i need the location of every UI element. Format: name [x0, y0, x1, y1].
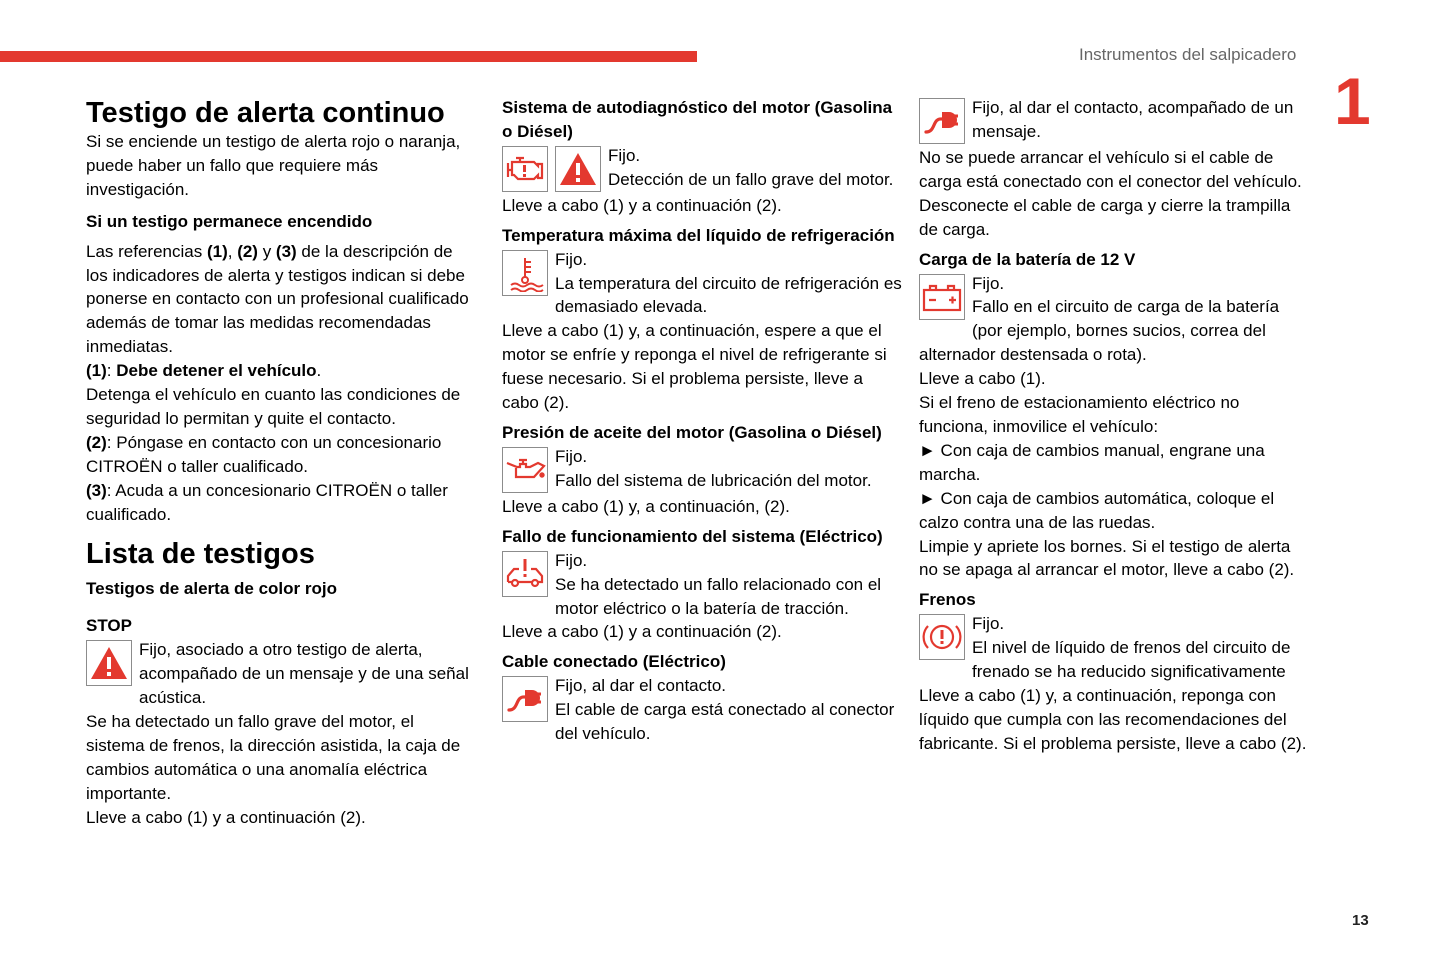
column-3	[919, 96, 1309, 756]
subheading-color-rojo: Testigos de alerta de color rojo	[86, 578, 337, 598]
autodiag-line-1: Fijo.	[608, 145, 641, 165]
cable-entry	[502, 674, 902, 746]
cable-title: Cable conectado (Eléctrico)	[502, 652, 726, 672]
brakes-paragraph: Lleve a cabo (1) y, a continuación, reponga con líquido que cumpla con las recomendaciones del fabricante. Si el problema persiste, lleve a cabo (2).	[919, 685, 1307, 753]
coolant-line-1: Fijo.	[555, 249, 588, 269]
malfunction-entry	[502, 549, 902, 621]
malfunction-title: Fallo de funcionamiento del sistema (Eléctrico)	[502, 526, 883, 546]
battery-line-1: Fijo.	[972, 273, 1005, 293]
oil-can-icon	[502, 447, 548, 493]
charging-plug-icon	[919, 98, 965, 144]
heading-lista-testigos: Lista de testigos	[86, 537, 315, 570]
oil-paragraph: Lleve a cabo (1) y, a continuación, (2).	[502, 496, 790, 516]
battery-line-2: Fallo en el circuito de carga de la batería (por ejemplo, bornes sucios, correa del alternador destensada o rota).	[919, 297, 1280, 365]
header-accent-bar	[0, 51, 697, 62]
coolant-line-2: La temperatura del circuito de refrigeración es demasiado elevada.	[555, 273, 902, 317]
malfunction-paragraph: Lleve a cabo (1) y a continuación (2).	[502, 622, 782, 642]
oil-title: Presión de aceite del motor (Gasolina o Diésel)	[502, 422, 882, 442]
cable-continued-text: Fijo, al dar el contacto, acompañado de un mensaje.	[972, 98, 1294, 141]
stop-title: STOP	[86, 616, 132, 636]
battery-icon	[919, 274, 965, 320]
cable-continued-entry	[919, 96, 1309, 144]
coolant-entry	[502, 248, 902, 320]
malfunction-line-1: Fijo.	[555, 550, 588, 570]
references-paragraph: Las referencias (1), (2) y (3) de la descripción de los indicadores de alerta y testigos indican si debe ponerse en contacto con un profesional cualificado además de tomar las medidas recomendadas inmediatas.	[86, 241, 469, 357]
subheading-testigo-encendido: Si un testigo permanece encendido	[86, 211, 373, 231]
coolant-paragraph: Lleve a cabo (1) y, a continuación, espere a que el motor se enfríe y reponga el nivel de refrigerante si fuese necesario. Si el problema persiste, lleve a cabo (2).	[502, 321, 887, 413]
reference-2: (2): Póngase en contacto con un concesionario CITROËN o taller cualificado.	[86, 432, 442, 476]
chapter-number: 1	[1334, 64, 1371, 138]
engine-icon	[502, 146, 548, 192]
oil-line-1: Fijo.	[555, 446, 588, 466]
battery-paragraph-3: Limpie y apriete los bornes. Si el testigo de alerta no se apaga al arrancar el motor, lleve a cabo (2).	[919, 536, 1295, 580]
battery-entry	[919, 272, 1309, 368]
battery-paragraph-2: Si el freno de estacionamiento eléctrico no funciona, inmovilice el vehículo:	[919, 393, 1240, 436]
battery-paragraph-1: Lleve a cabo (1).	[919, 369, 1046, 389]
malfunction-line-2: Se ha detectado un fallo relacionado con el motor eléctrico o la batería de tracción.	[555, 574, 882, 618]
stop-paragraph-2: Lleve a cabo (1) y a continuación (2).	[86, 807, 366, 827]
battery-bullet-2: ► Con caja de cambios automática, coloque el calzo contra una de las ruedas.	[919, 488, 1275, 532]
autodiag-line-2: Detección de un fallo grave del motor.	[608, 169, 894, 189]
autodiag-title: Sistema de autodiagnóstico del motor (Gasolina o Diésel)	[502, 98, 893, 141]
stop-text: Fijo, asociado a otro testigo de alerta, acompañado de un mensaje y de una señal acústica.	[139, 640, 469, 708]
charging-plug-icon	[502, 676, 548, 722]
battery-bullet-1: ► Con caja de cambios manual, engrane una marcha.	[919, 440, 1265, 484]
cable-line-1: Fijo, al dar el contacto.	[555, 676, 727, 696]
stop-entry	[86, 638, 476, 710]
column-2	[502, 96, 902, 746]
section-title: Instrumentos del salpicadero	[1079, 45, 1297, 64]
heading-testigo-alerta-continuo: Testigo de alerta continuo	[86, 97, 445, 129]
coolant-temperature-icon	[502, 250, 548, 296]
brakes-title: Frenos	[919, 590, 976, 610]
reference-1: (1): Debe detener el vehículo.	[86, 361, 322, 381]
warning-triangle-icon	[86, 640, 132, 686]
brake-icon	[919, 614, 965, 660]
cable-continued-paragraph-1: No se puede arrancar el vehículo si el cable de carga está conectado con el conector del vehículo.	[919, 148, 1302, 191]
coolant-title: Temperatura máxima del líquido de refrigeración	[502, 225, 895, 245]
cable-line-2: El cable de carga está conectado al conector del vehículo.	[555, 700, 895, 744]
brakes-entry	[919, 612, 1309, 684]
reference-1-text: Detenga el vehículo en cuanto las condiciones de seguridad lo permitan y quite el contacto.	[86, 385, 461, 428]
page-number: 13	[1352, 912, 1369, 929]
stop-paragraph-1: Se ha detectado un fallo grave del motor, el sistema de frenos, la dirección asistida, la caja de cambios automática o una anomalía eléctrica importante.	[86, 712, 461, 803]
oil-entry	[502, 445, 902, 493]
cable-continued-paragraph-2: Desconecte el cable de carga y cierre la trampilla de carga.	[919, 195, 1291, 239]
warning-triangle-icon	[555, 146, 601, 192]
reference-3: (3): Acuda a un concesionario CITROËN o taller cualificado.	[86, 480, 448, 524]
brakes-line-2: El nivel de líquido de frenos del circuito de frenado se ha reducido significativamente	[972, 638, 1291, 682]
autodiag-entry	[502, 144, 902, 192]
autodiag-paragraph: Lleve a cabo (1) y a continuación (2).	[502, 195, 782, 215]
column-1	[86, 96, 476, 830]
brakes-line-1: Fijo.	[972, 614, 1005, 634]
car-fault-icon	[502, 551, 548, 597]
intro-paragraph: Si se enciende un testigo de alerta rojo o naranja, puede haber un fallo que requiere más investigación.	[86, 132, 461, 199]
battery-title: Carga de la batería de 12 V	[919, 249, 1136, 269]
oil-line-2: Fallo del sistema de lubricación del motor.	[555, 470, 872, 490]
